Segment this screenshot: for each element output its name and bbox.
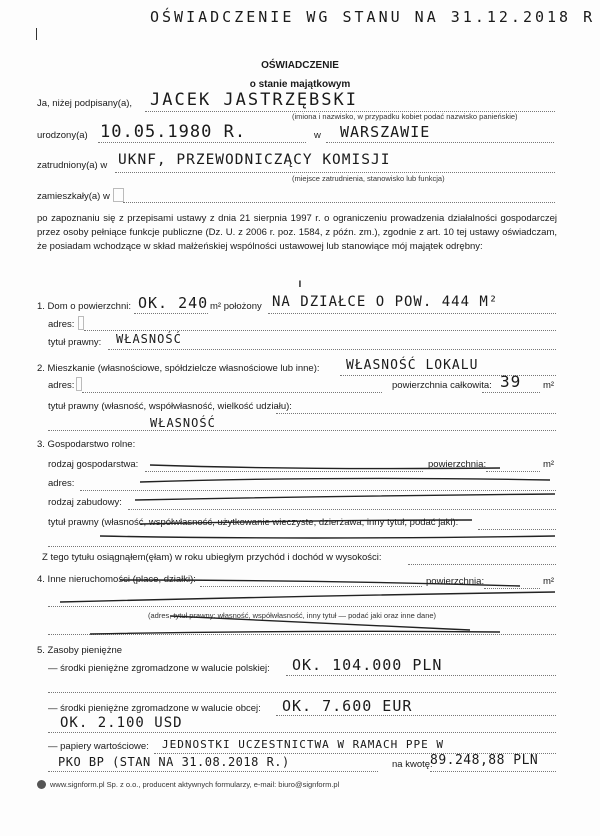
other-property-area-label: powierzchnia: — [426, 576, 485, 587]
other-property-strike-4 — [90, 631, 500, 634]
apartment-area-label: powierzchnia całkowita: — [392, 380, 492, 391]
savings-securities-label: — papiery wartościowe: — [48, 741, 149, 752]
handwritten-title: OŚWIADCZENIE WG STANU NA 31.12.2018 R — [150, 8, 596, 26]
savings-label: 5. Zasoby pieniężne — [37, 645, 123, 656]
savings-amount-value: 89.248,88 PLN — [430, 753, 539, 768]
farm-kind-label: rodzaj gospodarstwa: — [48, 459, 139, 470]
apartment-title-value: WŁASNOŚĆ — [150, 416, 216, 430]
section-numeral: I — [298, 279, 302, 290]
house-title-label: tytuł prawny: — [48, 337, 102, 348]
savings-foreign-value-2: OK. 2.100 USD — [60, 715, 183, 731]
farm-title-strike — [140, 520, 472, 524]
apartment-area-value: 39 — [500, 372, 522, 391]
savings-pln-label: — środki pieniężne zgromadzone w walucie polskiej: — [48, 663, 270, 674]
farm-buildings-label: rodzaj zabudowy: — [48, 497, 122, 508]
residence-label: zamieszkały(a) w — [37, 191, 110, 202]
other-property-strike-2 — [60, 592, 555, 602]
farm-area-unit: m² — [543, 459, 555, 470]
other-property-strike — [120, 580, 520, 586]
other-property-area-unit: m² — [543, 576, 555, 587]
apartment-address-label: adres: — [48, 380, 75, 391]
savings-foreign-label: — środki pieniężne zgromadzone w walucie obcej: — [48, 703, 261, 714]
other-property-strike-3 — [170, 616, 470, 630]
apartment-label: 2. Mieszkanie (własnościowe, spółdzielcze własnościowe lub inne): — [37, 363, 320, 374]
employer-value: UKNF, PRZEWODNICZĄCY KOMISJI — [118, 152, 391, 168]
farm-buildings-strike — [135, 494, 555, 500]
farm-label: 3. Gospodarstwo rolne: — [37, 439, 136, 450]
house-area-value: OK. 240 — [138, 294, 209, 312]
savings-securities-value-1: JEDNOSTKI UCZESTNICTWA W RAMACH PPE W — [162, 738, 445, 751]
savings-foreign-value-1: OK. 7.600 EUR — [282, 697, 413, 715]
apartment-area-unit: m² — [543, 380, 555, 391]
apartment-title-label: tytuł prawny (własność, współwłasność, wielkość udziału): — [48, 401, 292, 412]
name-caption: (imiona i nazwisko, w przypadku kobiet podać nazwisko panieńskie) — [292, 112, 518, 121]
other-property-caption: (adres, tytuł prawny: własność, współwłasność, inny tytuł — podać jaki oraz inne dane) — [148, 611, 437, 620]
house-area-unit: m² położony — [210, 301, 262, 312]
born-in-label: w — [314, 130, 321, 141]
farm-title-strike-2 — [100, 536, 555, 538]
born-label: urodzony(a) — [37, 130, 88, 141]
house-title-value: WŁASNOŚĆ — [116, 332, 182, 346]
savings-pln-value: OK. 104.000 PLN — [292, 656, 443, 674]
house-address-label: adres: — [48, 319, 75, 330]
form-title: OŚWIADCZENIE — [261, 60, 339, 71]
name-value: JACEK JASTRZĘBSKI — [150, 90, 358, 110]
footer-text: www.signform.pl Sp. z o.o., producent aktywnych formularzy, e-mail: biuro@signform.pl — [50, 780, 340, 789]
farm-title-label: tytuł prawny (własność, współwłasność, użytkowanie wieczyste, dzierżawa, inny tytuł, podać jaki): — [48, 517, 459, 528]
house-label: 1. Dom o powierzchni: — [37, 301, 131, 312]
intro-paragraph: po zapoznaniu się z przepisami ustawy z dnia 21 sierpnia 1997 r. o ograniczeniu prowadzenia działalności gospodarczej przez osoby pełniące funkcje publiczne (Dz. U. z 2006 r. poz. 1584, z późn. zm.), zgodnie z art. 10 tej ustawy oświadczam, że posiadam wchodzące w skład małżeńskiej wspólności ustawowej lub stanowiące mój majątek odrębny: — [37, 213, 557, 252]
farm-address-strike — [140, 478, 550, 482]
farm-kind-strike — [150, 465, 500, 469]
employer-caption: (miejsce zatrudnienia, stanowisko lub funkcja) — [292, 174, 445, 183]
birth-date-value: 10.05.1980 R. — [100, 122, 247, 142]
farm-income-label: Z tego tytułu osiągnąłem(ęłam) w roku ubiegłym przychód i dochód w wysokości: — [42, 552, 382, 563]
apartment-type-value: WŁASNOŚĆ LOKALU — [346, 358, 479, 373]
farm-area-label: powierzchnia: — [428, 459, 487, 470]
undersigned-label: Ja, niżej podpisany(a), — [37, 98, 133, 109]
employed-label: zatrudniony(a) w — [37, 160, 108, 171]
farm-address-label: adres: — [48, 478, 75, 489]
form-subtitle: o stanie majątkowym — [249, 79, 351, 90]
savings-securities-value-2: PKO BP (STAN NA 31.08.2018 R.) — [58, 755, 290, 769]
birth-place-value: WARSZAWIE — [340, 123, 431, 141]
other-property-label: 4. Inne nieruchomości (place, działki): — [37, 574, 196, 585]
savings-amount-label: na kwotę: — [392, 759, 433, 770]
house-location-value: NA DZIAŁCE O POW. 444 M² — [272, 294, 499, 310]
